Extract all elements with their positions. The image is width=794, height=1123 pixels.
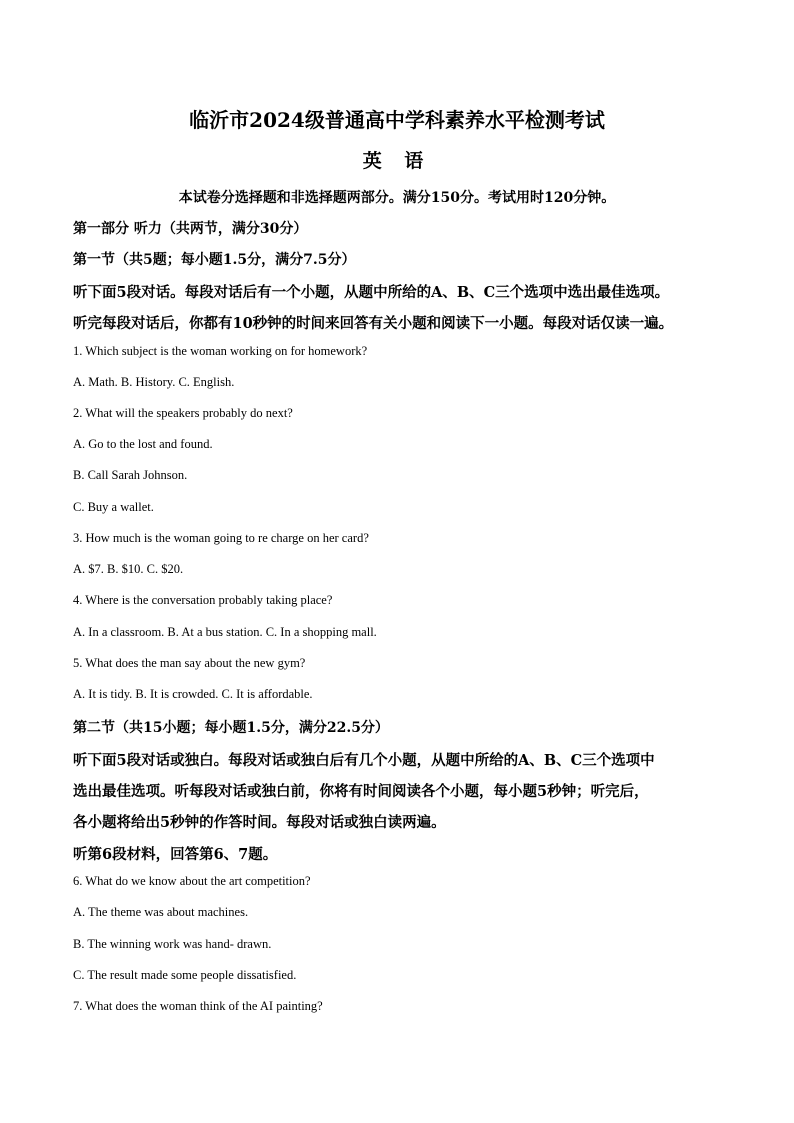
question-5: 5. What does the man say about the new gym? xyxy=(73,656,306,670)
question-5-options: A. It is tidy. B. It is crowded. C. It is affordable. xyxy=(73,687,313,701)
question-2-option-a: A. Go to the lost and found. xyxy=(73,437,213,451)
part1-heading: 第一部分 听力（共两节，满分30分） xyxy=(73,221,308,237)
question-1: 1. Which subject is the woman working on for homework? xyxy=(73,344,368,358)
section2-instruction-line: 各小题将给出5秒钟的作答时间。每段对话或独白读两遍。 xyxy=(73,814,446,831)
question-3: 3. How much is the woman going to re charge on her card? xyxy=(73,531,369,545)
question-2-option-c: C. Buy a wallet. xyxy=(73,500,154,514)
subject-title: 英 语 xyxy=(362,150,432,172)
question-6-option-b: B. The winning work was hand- drawn. xyxy=(73,937,272,951)
question-2-option-b: B. Call Sarah Johnson. xyxy=(73,468,188,482)
question-6: 6. What do we know about the art competition? xyxy=(73,874,311,888)
question-2: 2. What will the speakers probably do next? xyxy=(73,406,293,420)
question-3-options: A. $7. B. $10. C. $20. xyxy=(73,562,184,576)
question-1-options: A. Math. B. History. C. English. xyxy=(73,375,235,389)
section2-instruction-line: 选出最佳选项。听每段对话或独白前，你将有时间阅读各个小题，每小题5秒钟；听完后， xyxy=(73,783,649,800)
section1-instruction-line: 听完每段对话后，你都有10秒钟的时间来回答有关小题和阅读下一小题。每段对话仅读一遍。 xyxy=(73,315,674,332)
section2-instruction-line: 听下面5段对话或独白。每段对话或独白后有几个小题，从题中所给的A、B、C三个选项中 xyxy=(73,752,655,769)
section1-instruction-line: 听下面5段对话。每段对话后有一个小题，从题中所给的A、B、C三个选项中选出最佳选项。 xyxy=(73,284,670,301)
section1-heading: 第一节（共5题；每小题1.5分，满分7.5分） xyxy=(73,252,356,268)
section2-heading: 第二节（共15小题；每小题1.5分，满分22.5分） xyxy=(73,720,389,736)
question-4-options: A. In a classroom. B. At a bus station. C. In a shopping mall. xyxy=(73,625,377,639)
exam-note: 本试卷分选择题和非选择题两部分。满分150分。考试用时120分钟。 xyxy=(178,190,616,206)
question-4: 4. Where is the conversation probably taking place? xyxy=(73,593,333,607)
material-6-heading: 听第6段材料，回答第6、7题。 xyxy=(73,846,278,863)
exam-title: 临沂市2024级普通高中学科素养水平检测考试 xyxy=(189,108,605,132)
question-6-option-c: C. The result made some people dissatisfied. xyxy=(73,968,297,982)
question-6-option-a: A. The theme was about machines. xyxy=(73,905,249,919)
question-7: 7. What does the woman think of the AI painting? xyxy=(73,999,323,1013)
